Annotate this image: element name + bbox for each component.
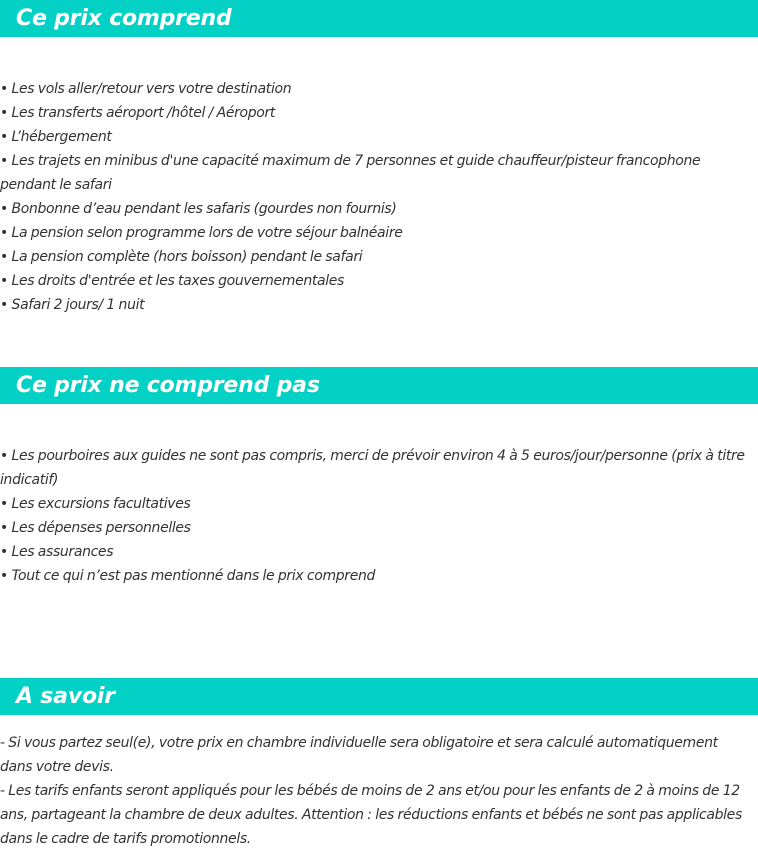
list-item: • Les assurances <box>0 544 114 560</box>
section-title-included: Ce prix comprend <box>16 6 232 31</box>
bullet-icon: • <box>0 81 8 97</box>
bullet-icon: • <box>0 297 8 313</box>
section-header-not-included <box>0 367 758 404</box>
section-header-included <box>0 0 758 37</box>
list-item: • Les trajets en minibus d'une capacité maximum de 7 personnes et guide chauffeur/pisteur francophone pendant le safari <box>0 153 701 193</box>
list-item: • La pension complète (hors boisson) pendant le safari <box>0 249 363 265</box>
list-item: • L’hébergement <box>0 129 112 145</box>
good-to-know-block <box>0 731 748 851</box>
bullet-icon: • <box>0 225 8 241</box>
bullet-icon: • <box>0 129 8 145</box>
not-included-list <box>0 444 748 588</box>
bullet-icon: • <box>0 201 8 217</box>
list-item: • Safari 2 jours/ 1 nuit <box>0 297 145 313</box>
bullet-icon: • <box>0 153 8 169</box>
bullet-icon: • <box>0 249 8 265</box>
list-item: • La pension selon programme lors de votre séjour balnéaire <box>0 225 403 241</box>
list-item: • Les transferts aéroport /hôtel / Aéroport <box>0 105 275 121</box>
bullet-icon: • <box>0 448 8 464</box>
list-item: • Les excursions facultatives <box>0 496 191 512</box>
included-list <box>0 77 748 317</box>
list-item: • Les vols aller/retour vers votre destination <box>0 81 292 97</box>
section-header-good-to-know <box>0 678 758 715</box>
bullet-icon: • <box>0 105 8 121</box>
list-item: • Tout ce qui n’est pas mentionné dans le prix comprend <box>0 568 376 584</box>
bullet-icon: • <box>0 273 8 289</box>
list-item: • Bonbonne d’eau pendant les safaris (gourdes non fournis) <box>0 201 397 217</box>
list-item: • Les dépenses personnelles <box>0 520 191 536</box>
bullet-icon: • <box>0 496 8 512</box>
info-paragraph: - Les tarifs enfants seront appliqués pour les bébés de moins de 2 ans et/ou pour les enfants de 2 à moins de 12 ans, partageant la chambre de deux adultes. Attention : les réductions enfants et bébés ne sont pas applicables dans le cadre de tarifs promotionnels. <box>0 783 742 847</box>
section-title-not-included: Ce prix ne comprend pas <box>16 373 320 398</box>
bullet-icon: • <box>0 568 8 584</box>
info-paragraph: - Si vous partez seul(e), votre prix en chambre individuelle sera obligatoire et sera calculé automatiquement dans votre devis. <box>0 735 718 775</box>
section-title-good-to-know: A savoir <box>16 684 115 709</box>
bullet-icon: • <box>0 520 8 536</box>
bullet-icon: • <box>0 544 8 560</box>
list-item: • Les pourboires aux guides ne sont pas compris, merci de prévoir environ 4 à 5 euros/jour/personne (prix à titre indicatif) <box>0 448 745 488</box>
list-item: • Les droits d'entrée et les taxes gouvernementales <box>0 273 344 289</box>
